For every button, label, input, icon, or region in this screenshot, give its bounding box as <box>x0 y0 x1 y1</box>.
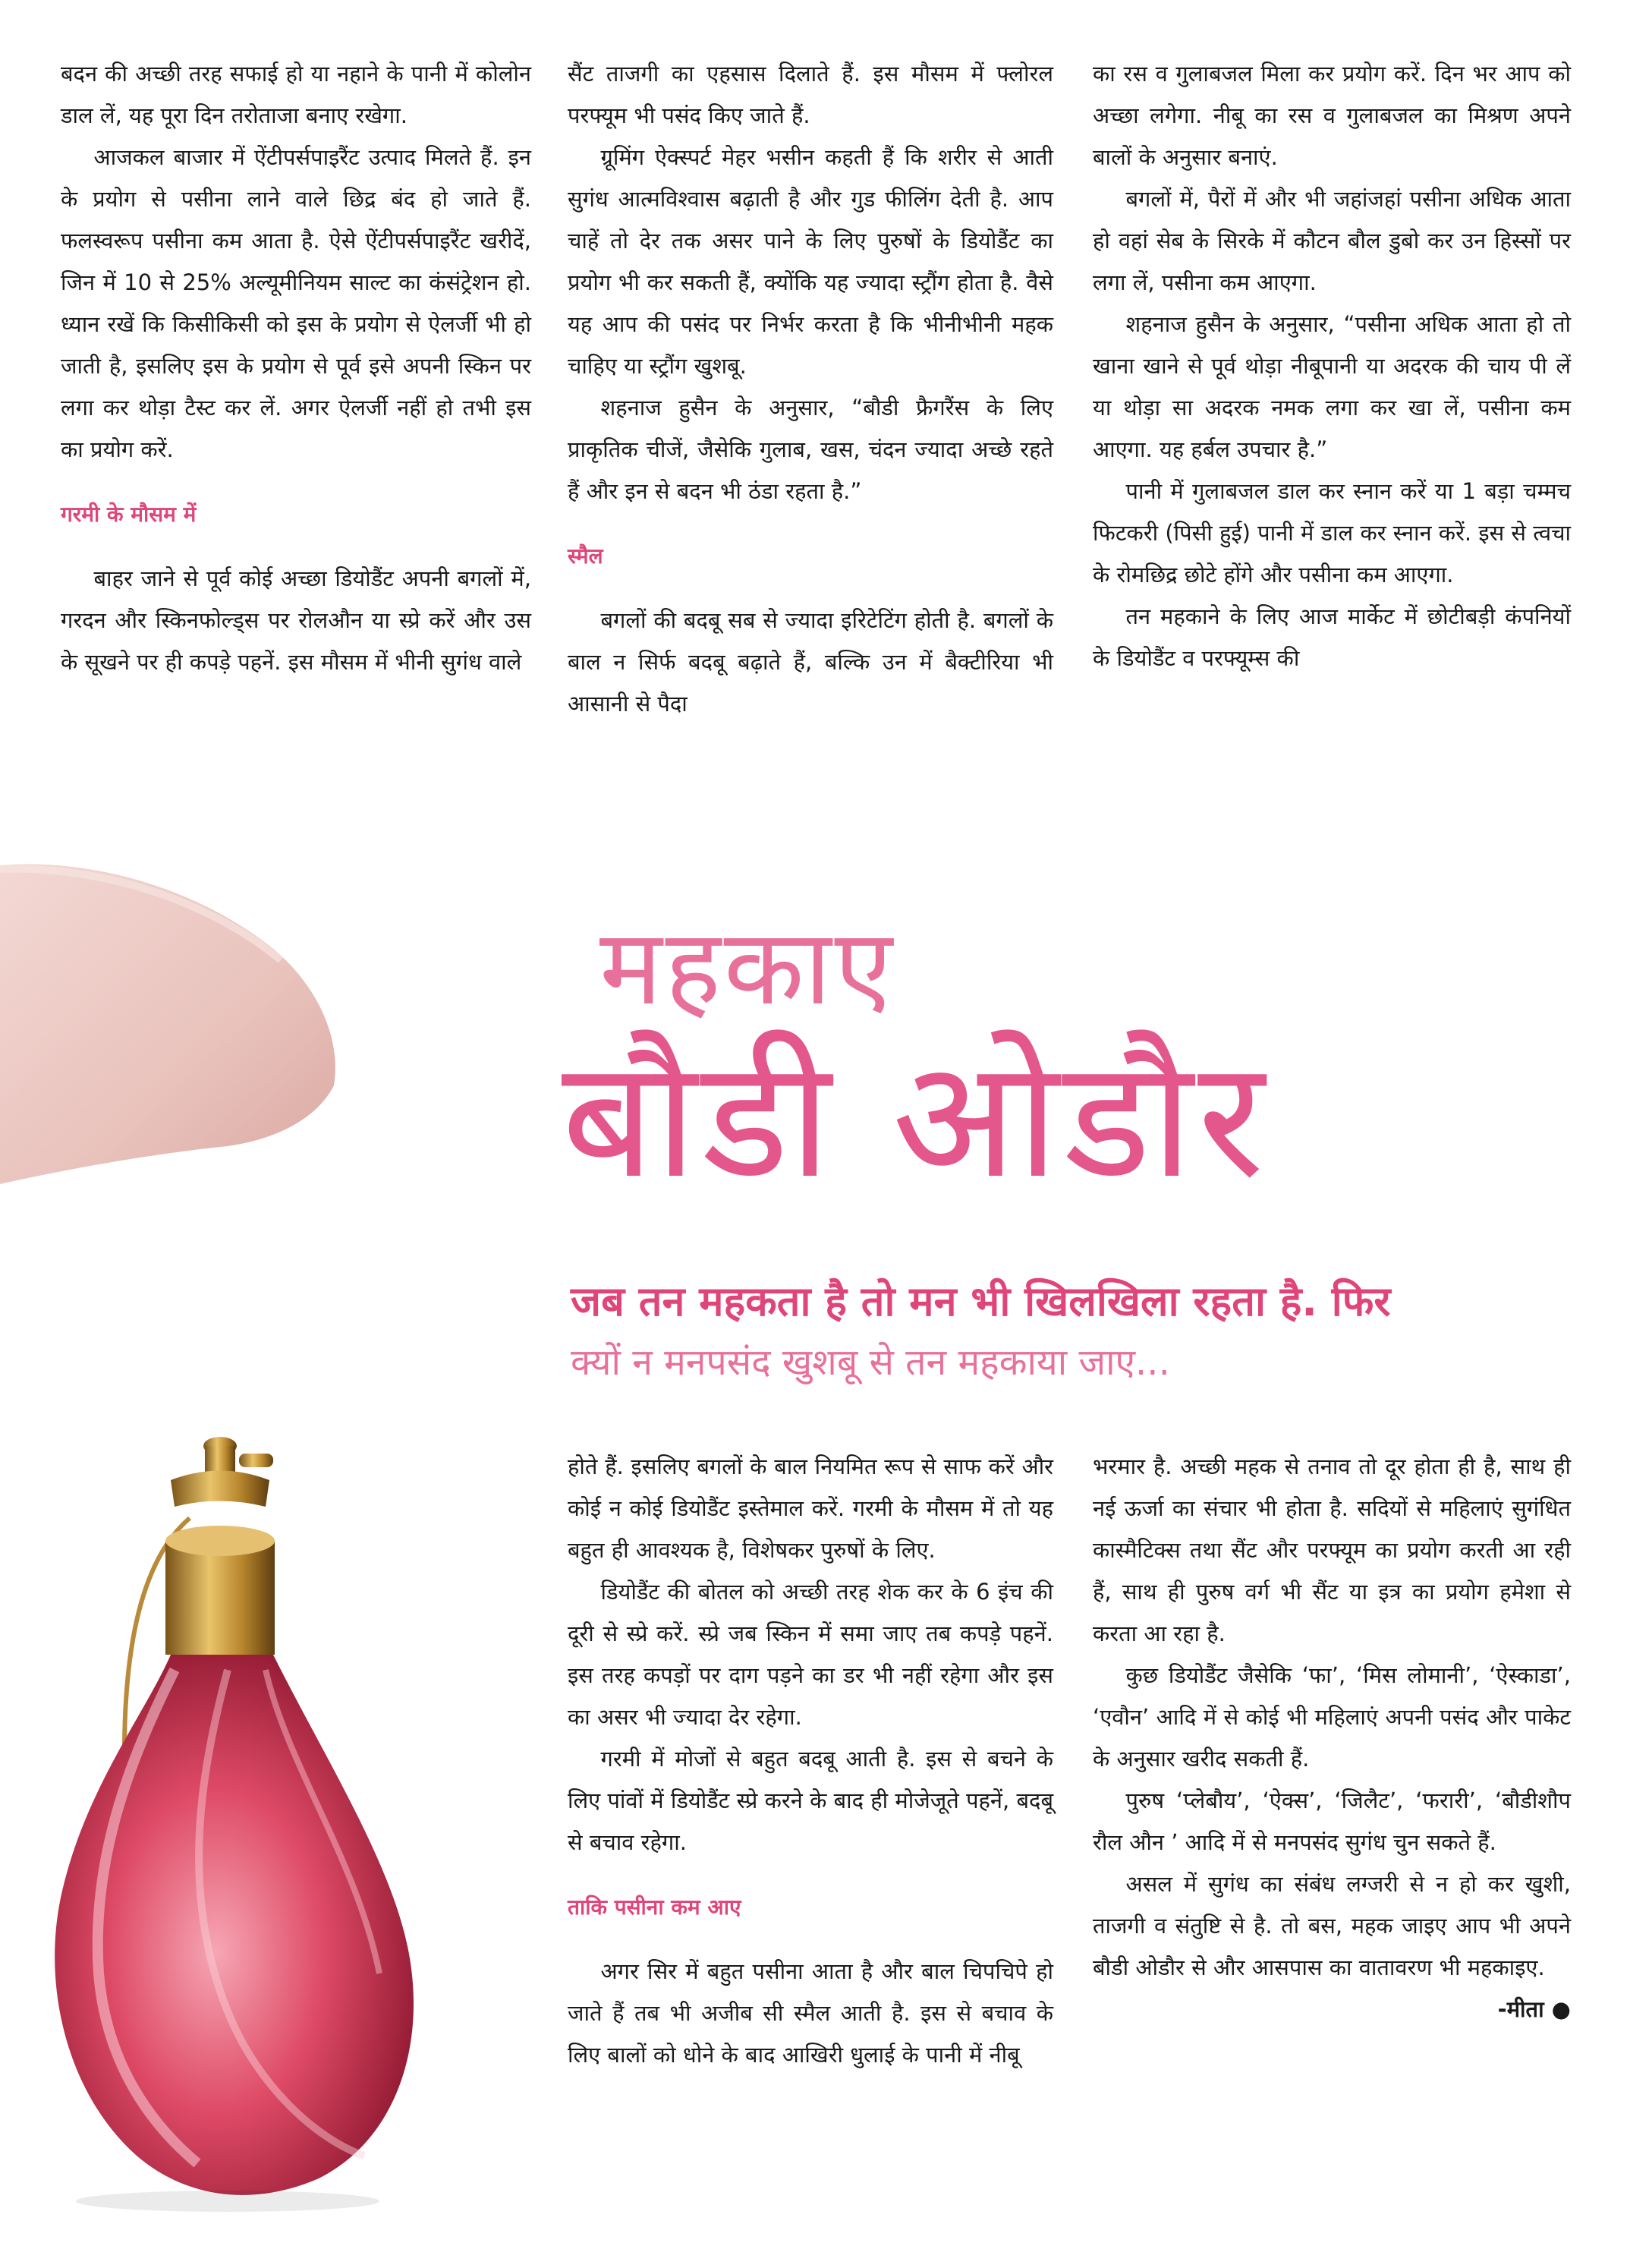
subheading-smell: स्मैल <box>568 543 603 569</box>
subheading-less-sweat: ताकि पसीना कम आए <box>568 1895 741 1920</box>
column-3 <box>1093 53 1571 679</box>
paragraph: डियोडैंट की बोतल को अच्छी तरह शेक कर के 6 इंच की दूरी से स्प्रे करें. स्प्रे जब स्किन में समा जाए तब कपड़े पहनें. इस तरह कपड़ों पर दाग पड़ने का डर भी नहीं रहेगा और इस का असर भी ज्यादा देर रहेगा. <box>568 1579 1053 1730</box>
deck-line-1: जब तन महकता है तो मन भी खिलखिला रहता है. फिर <box>571 1277 1391 1325</box>
column-1 <box>61 53 531 683</box>
paragraph: बाहर जाने से पूर्व कोई अच्छा डियोडैंट अपनी बगलों में, गरदन और स्किनफोल्ड्स पर रोलऔन या स्प्रे करें और उस के सूखने पर ही कपड़े पहनें. इस मौसम में भीनी सुगंध वाले <box>61 565 531 675</box>
paragraph: का रस व गुलाबजल मिला कर प्रयोग करें. दिन भर आप को अच्छा लगेगा. नीबू का रस व गुलाबजल का मिश्रण अपने बालों के अनुसार बनाएं. <box>1093 61 1571 170</box>
paragraph: गरमी में मोजों से बहुत बदबू आती है. इस से बचने के लिए पांवों में डियोडैंट स्प्रे करने के बाद ही मोजेजूते पहनें, बदबू से बचाव रहेगा. <box>568 1746 1053 1855</box>
paragraph: पानी में गुलाबजल डाल कर स्नान करें या 1 बड़ा चम्मच फिटकरी (पिसी हुई) पानी में डाल कर स्नान करें. इस से त्वचा के रोमछिद्र छोटे होंगे और पसीना कम आएगा. <box>1093 478 1571 587</box>
paragraph: तन महकाने के लिए आज मार्केट में छोटीबड़ी कंपनियों के डियोडैंट व परफ्यूम्स की <box>1093 603 1571 671</box>
headline-line-2: बौडी ओडौर <box>562 1024 1270 1214</box>
author-signature: -मीता ● <box>1497 1996 1571 2022</box>
paragraph: भरमार है. अच्छी महक से तनाव तो दूर होता ही है, साथ ही नई ऊर्जा का संचार भी होता है. सदियों से महिलाएं सुगंधित कास्मैटिक्स तथा सैंट और परफ्यूम का प्रयोग करती आ रही हैं, साथ ही पुरुष वर्ग भी सैंट या इत्र का प्रयोग हमेशा से करता आ रहा है. <box>1093 1454 1571 1646</box>
paragraph: होते हैं. इसलिए बगलों के बाल नियमित रूप से साफ करें और कोई न कोई डियोडैंट इस्तेमाल करें. गरमी के मौसम में तो यह बहुत ही आवश्यक है, विशेषकर पुरुषों के लिए. <box>568 1454 1053 1563</box>
paragraph: बगलों की बदबू सब से ज्यादा इरिटेटिंग होती है. बगलों के बाल न सिर्फ बदबू बढ़ाते हैं, बल्कि उन में बैक्टीरिया भी आसानी से पैदा <box>568 607 1053 717</box>
headline-line-1: महकाए <box>599 906 895 1028</box>
column-5 <box>1093 1446 1571 2030</box>
paragraph: अगर सिर में बहुत पसीना आता है और बाल चिपचिपे हो जाते हैं तब भी अजीब सी स्मैल आती है. इस से बचाव के लिए बालों को धोने के बाद आखिरी धुलाई के पानी में नीबू <box>568 1958 1053 2068</box>
deck-line-2: क्यों न मनपसंद खुशबू से तन महकाया जाए... <box>571 1341 1170 1384</box>
paragraph: कुछ डियोडैंट जैसेकि ‘फा’, ‘मिस लोमानी’, ‘ऐस्काडा’, ‘एवौन’ आदि में से कोई भी महिलाएं अपनी पसंद और पाकेट के अनुसार खरीद सकती हैं. <box>1093 1662 1571 1772</box>
paragraph: सैंट ताजगी का एहसास दिलाते हैं. इस मौसम में फ्लोरल परफ्यूम भी पसंद किए जाते हैं. <box>568 61 1053 128</box>
paragraph: शहनाज हुसैन के अनुसार, “पसीना अधिक आता हो तो खाना खाने से पूर्व थोड़ा नीबूपानी या अदरक की चाय पी लें या थोड़ा सा अदरक नमक लगा कर खा लें, पसीना कम आएगा. यह हर्बल उपचार है.” <box>1093 311 1571 462</box>
bottle-body <box>55 1655 414 2195</box>
paragraph: ग्रूमिंग ऐक्स्पर्ट मेहर भसीन कहती हैं कि शरीर से आती सुगंध आत्मविश्वास बढ़ाती है और गुड फीलिंग देती है. आप चाहें तो देर तक असर पाने के लिए पुरुषों के डियोडैंट का प्रयोग भी कर सकती हैं, क्योंकि यह ज्यादा स्ट्रौंग होता है. वैसे यह आप की पसंद पर निर्भर करता है कि भीनीभीनी महक चाहिए या स्ट्रौंग खुशबू. <box>568 144 1053 379</box>
paragraph: शहनाज हुसैन के अनुसार, “बौडी फ्रैगरैंस के लिए प्राकृतिक चीजें, जैसेकि गुलाब, खस, चंदन ज्यादा अच्छे रहते हैं और इन से बदन भी ठंडा रहता है.” <box>568 395 1053 504</box>
paragraph: बदन की अच्छी तरह सफाई हो या नहाने के पानी में कोलोन डाल लें, यह पूरा दिन तरोताजा बनाए रखेगा. <box>61 61 531 128</box>
paragraph: आजकल बाजार में ऐंटीपर्सपाइरैंट उत्पाद मिलते हैं. इन के प्रयोग से पसीना लाने वाले छिद्र बंद हो जाते हैं. फलस्वरूप पसीना कम आता है. ऐसे ऐंटीपर्सपाइरैंट खरीदें, जिन में 10 से 25% अल्यूमीनियम साल्ट का कंसंट्रेशन हो. ध्यान रखें कि किसीकिसी को इस के प्रयोग से ऐलर्जी भी हो जाती है, इसलिए इस के प्रयोग से पूर्व इसे अपनी स्किन पर लगा कर थोड़ा टैस्ट कर लें. अगर ऐलर्जी नहीं हो तभी इस का प्रयोग करें. <box>61 144 531 462</box>
paragraph: बगलों में, पैरों में और भी जहांजहां पसीना अधिक आता हो वहां सेब के सिरके में कौटन बौल डुबो कर उन हिस्सों पर लगा लें, पसीना कम आएगा. <box>1093 186 1571 295</box>
column-2 <box>568 53 1053 725</box>
paragraph: पुरुष ‘प्लेबौय’, ‘ऐक्स’, ‘जिलैट’, ‘फरारी’, ‘बौडीशौप रौल औन ’ आदि में से मनपसंद सुगंध चुन सकते हैं. <box>1093 1788 1571 1855</box>
arm-shape <box>0 864 335 1184</box>
subheading-summer: गरमी के मौसम में <box>61 502 197 527</box>
column-4 <box>568 1446 1053 2076</box>
paragraph: असल में सुगंध का संबंध लग्जरी से न हो कर खुशी, ताजगी व संतुष्टि से है. तो बस, महक जाइए आप भी अपने बौडी ओडौर से और आसपास का वातावरण भी महकाइए. <box>1093 1871 1571 1980</box>
